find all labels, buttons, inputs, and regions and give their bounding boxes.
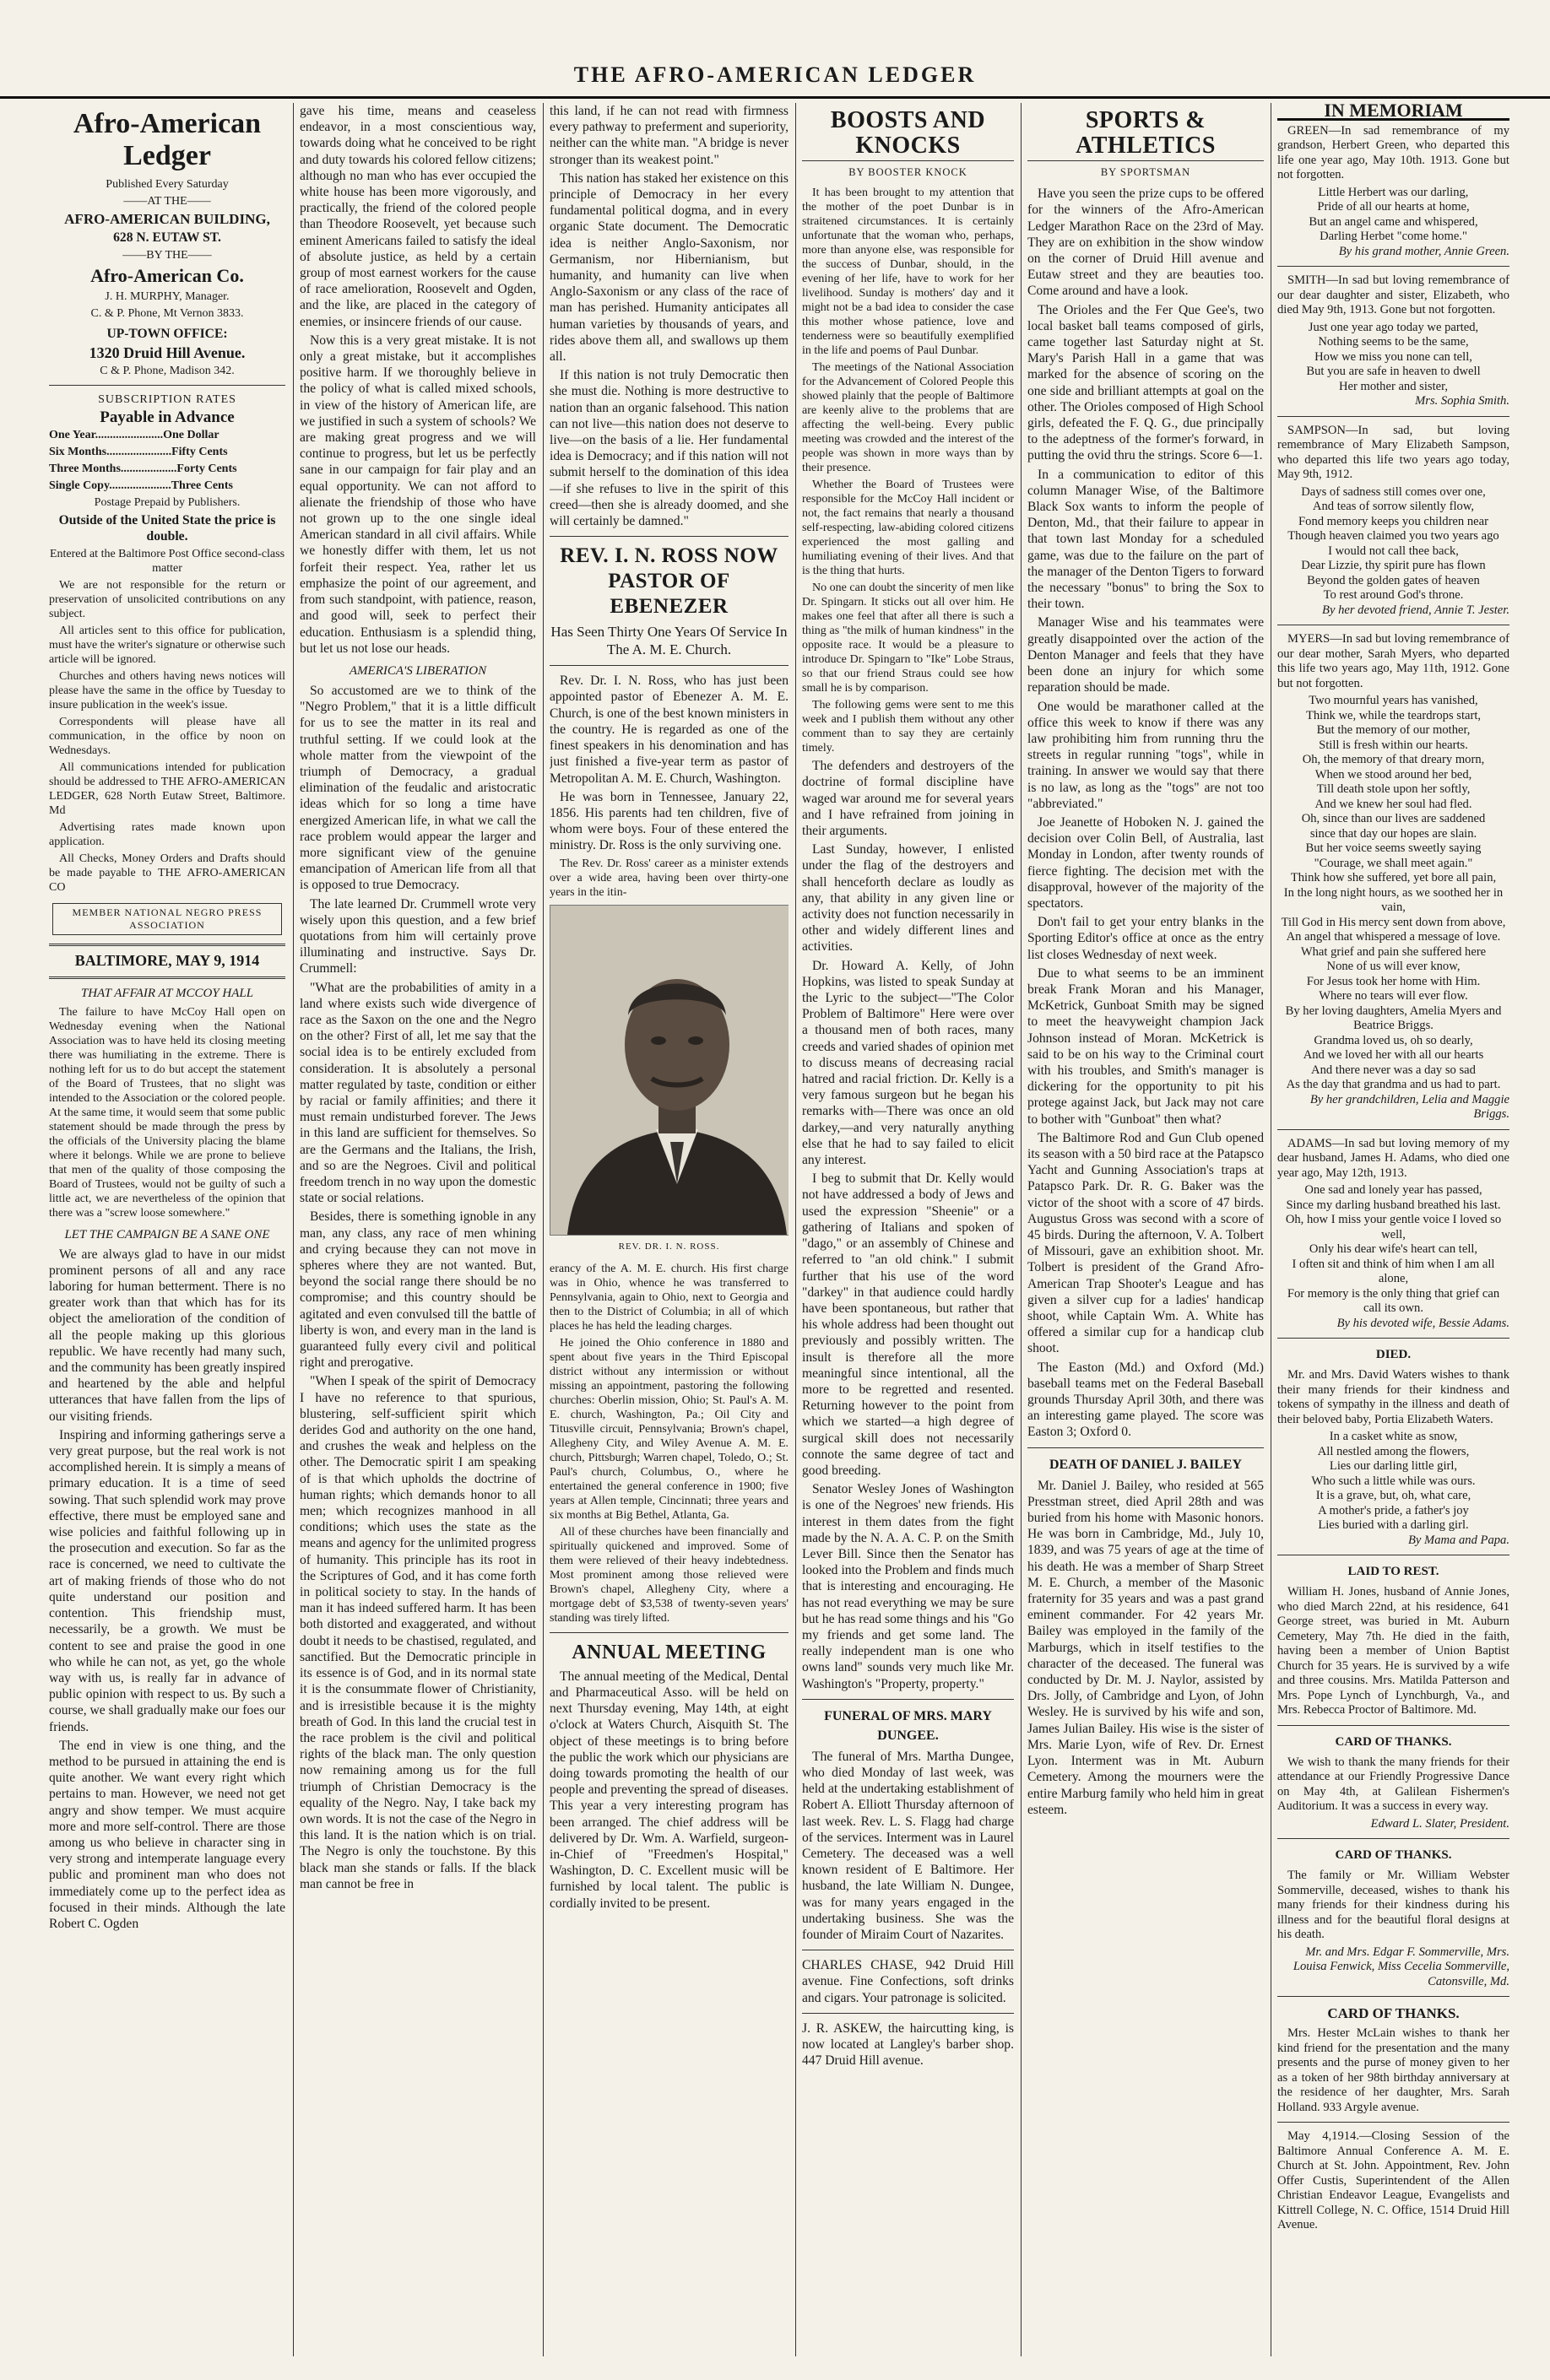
- memorial-intro: MYERS—In sad but loving remembrance of our dear mother, Sarah Myers, who departed this life two years ago, May 11th, 1912. Gone but not forgotten.: [1277, 632, 1509, 690]
- article-heading: AMERICA'S LIBERATION: [349, 663, 487, 678]
- poem-line: Still is fresh within our hearts.: [1319, 738, 1468, 752]
- article-paragraph: All of these churches have been financially and spiritually quickened and improved. Some of them were relieved of their heavy indebtedness. Most prominent among those relieved were Brown's chapel, Allegheny City, where a mortgage debt of $3,538 of twenty-seven years' standing was tirely lifted.: [550, 1525, 789, 1625]
- poem-line: Who such a little while was ours.: [1311, 1474, 1476, 1488]
- sports-heading: SPORTS & ATHLETICS: [1027, 108, 1264, 161]
- rate-row: Six Months......................Fifty Cents: [49, 446, 228, 459]
- notice: All articles sent to this office for publication, must have the writer's signature or otherwise such article will be ignored.: [49, 625, 285, 667]
- column-paragraph: The following gems were sent to me this week and I publish them without any other comment than to say they are certainly timely.: [802, 699, 1014, 755]
- article-paragraph: this land, if he can not read with firmness every pathway to preferment and superiority, neither can the white man. "A bridge is never stronger than its weakest point.": [550, 104, 789, 167]
- ross-subhead: Has Seen Thirty One Years Of Service In The A. M. E. Church.: [550, 624, 788, 658]
- memorial-intro: SMITH—In sad but loving remembrance of our dear daughter and sister, Elizabeth, who died May 9th, 1913. Gone but not forgotten.: [1277, 273, 1509, 316]
- poem-line: Grandma loved us, oh so dearly,: [1314, 1033, 1473, 1047]
- column-rule: [795, 103, 796, 2356]
- poem-line: One sad and lonely year has passed,: [1304, 1183, 1482, 1197]
- poem-line: Think we, while the teardrops start,: [1305, 708, 1482, 722]
- ross-headline: REV. I. N. ROSS NOW PASTOR OF EBENEZER: [560, 544, 778, 619]
- poem-line: Oh, how I miss your gentle voice I loved so well,: [1285, 1213, 1502, 1241]
- divider: [550, 1632, 789, 1633]
- poem-line: "Courage, we shall meet again.": [1314, 856, 1473, 870]
- poem-line: Nothing seems to be the same,: [1318, 335, 1469, 349]
- rate-row: Three Months...................Forty Cents: [49, 462, 237, 476]
- manager-line: J. H. MURPHY, Manager.: [105, 290, 230, 304]
- poem-line: To rest around God's throne.: [1323, 588, 1464, 602]
- column-paragraph: I beg to submit that Dr. Kelly would not have addressed a body of Jews and used the expression "Sheenie" or a gathering of Italians and spoken of "dago," or an assembly of Chinese and referred to "an old chink." I submit further that his use of the word "darkey" in that audience could hardly have been spontaneous, but rather that his whole address had been thought out previously and possibly written. The insult is therefore all the more meaningful since intentional, all the more to be regretted and resented. Returning however to the point from which we started—a high degree of surgical skill does not necessarily connote the same degree of tact and good breeding.: [802, 1171, 1014, 1478]
- notice: All communications intended for publication should be addressed to THE AFRO-AMERICAN LEDGER, 628 North Eutaw Street, Baltimore. Md: [49, 761, 285, 818]
- boosts-knocks-heading: BOOSTS AND KNOCKS: [802, 108, 1014, 161]
- column-1: [49, 103, 285, 2356]
- memorial-signature: Mrs. Sophia Smith.: [1415, 394, 1509, 408]
- poem-line: since that day our hopes are slain.: [1309, 826, 1477, 841]
- card-of-thanks-body: We wish to thank the many friends for their attendance at our Friendly Progressive Dance on May 4th, at Galilean Fishermen's Auditorium. It was a success in every way.: [1277, 1755, 1509, 1813]
- subscription-heading: SUBSCRIPTION RATES: [98, 392, 236, 406]
- funeral-body: The funeral of Mrs. Martha Dungee, who died Monday of last week, was held at the undertaking establishment of Robert A. Elliott Thursday afternoon of last week. Rev. L. S. Flagg had charge of the services. Interment was in Laurel Cemetery. The deceased was a well known resident of E Baltimore. Her husband, the late William N. Dungee, was for many years engaged in the undertaking business. She was the founder of Miraim Court of Nazarites.: [802, 1749, 1014, 1943]
- funeral-heading: FUNERAL OF MRS. MARY DUNGEE.: [824, 1708, 992, 1743]
- conference-notice: May 4,1914.—Closing Session of the Baltimore Annual Conference A. M. E. Church at St. John. Appointment, Rev. John Offer Custis, Superintendent of the Allen Christian Endeavor League, Evangelists and Kittrell College, N. C. Office, 1514 Druid Hill Avenue.: [1277, 2129, 1509, 2231]
- column-5: [1027, 103, 1264, 2356]
- laid-to-rest-heading: LAID TO REST.: [1347, 1565, 1439, 1578]
- poem-line: Days of sadness still comes over one,: [1301, 484, 1486, 499]
- article-paragraph: The late learned Dr. Crummell wrote very wisely upon this question, and a few brief quotations from him will certainly prove illuminating and instructive. Says Dr. Crummell:: [300, 896, 536, 976]
- poem-line: None of us will ever know,: [1326, 960, 1461, 973]
- death-notice-body: Mr. Daniel J. Bailey, who resided at 565 Presstman street, died April 28th and was buried from his home with Masonic honors. He was born in Cambridge, Md., July 10, 1839, and was 75 years of age at the time of his death. He was a member of Sharp Street M. E. Church, a member of the Masonic fraternity for 35 years and was a past grand eminent commander. For 42 years Mr. Bailey was employed in the family of the Marburgs, which in itself testifies to the character of the deceased. The funeral was conducted by Dr. M. J. Naylor, assisted by Drs. Jolly, of Cambridge and Lyon, of John Wesley. He is survived by his wife and son, James Julian Bailey. His wise is the sister of Mrs. Marie Lyon, wife of Rev. Dr. Ernest Lyon. Interment was in Mt. Auburn Cemetery. Among the mourners were the entire Marburg family who held him in great esteem.: [1027, 1478, 1264, 1817]
- nameplate: Afro-American Ledger: [73, 108, 262, 171]
- editorial-heading-1: THAT AFFAIR AT MCCOY HALL: [80, 986, 254, 1000]
- memorial-poem: [1277, 694, 1509, 1093]
- memorial-poem: [1277, 186, 1509, 245]
- article-paragraph: Rev. Dr. I. N. Ross, who has just been appointed pastor of Ebenezer A. M. E. Church, is one of the best known ministers in the country. He is regarded as one of the finest speakers in his denomination and has just finished a five-year term as pastor of Metropolitan A. M. E. Church, Washington.: [550, 673, 789, 786]
- column-paragraph: The Orioles and the Fer Que Gee's, two local basket ball teams composed of girls, came together last Saturday night at St. Mary's Parish Hall in a game that was marked for the absence of scoring on the one side and brilliant attempts at goal on the other. The Orioles composed of High School girls, defeated the F. Q. G., due principally to the adeptness of the former's forward, in putting the ovid thru the strings. Score 6—1.: [1027, 302, 1264, 463]
- divider: [550, 665, 789, 666]
- divider: [49, 976, 285, 979]
- outside-line: Outside of the United State the price is double.: [58, 513, 276, 544]
- poem-line: It is a grave, but, oh, what care,: [1315, 1489, 1471, 1502]
- memorial-signature: By her grandchildren, Lelia and Maggie Briggs.: [1309, 1092, 1509, 1121]
- memorial-intro: GREEN—In sad remembrance of my grandson, Herbert Green, who departed this life one year ago, May 10th. 1913. Gone but not forgotten.: [1277, 123, 1509, 181]
- column-paragraph: Senator Wesley Jones of Washington is one of the Negroes' new friends. His interest in them dates from the fight made by the N. A. A. C. P. on the Smith Lever Bill. Since then the Senator has looked into the Problem and finds much that is interesting and encouraging. He has not read everything we may be sure but he has read some things and his "Go my friends and get some land. The really independent man is one who owns land" sounds very much like Mr. Washington's "Property, property.": [802, 1482, 1014, 1691]
- divider: [49, 944, 285, 946]
- article-paragraph: The Rev. Dr. Ross' career as a minister extends over a wide area, having been over thirty-one years in the itin-: [550, 857, 789, 899]
- poem-line: When we stood around her bed,: [1314, 767, 1472, 782]
- entered-line: Entered at the Baltimore Post Office second-class matter: [49, 548, 285, 576]
- at-the-line: ——AT THE——: [123, 195, 211, 208]
- poem-line: In the long night hours, as we soothed her in vain,: [1283, 885, 1504, 914]
- card-of-thanks-signature: Mr. and Mrs. Edgar F. Sommerville, Mrs. Louisa Fenwick, Miss Cecelia Sommerville, Catonsville, Md.: [1293, 1945, 1509, 1988]
- dateline: BALTIMORE, MAY 9, 1914: [74, 952, 260, 970]
- article-paragraph: The annual meeting of the Medical, Dental and Pharmaceutical Asso. will be held on next Thursday evening, May 14th, at eight o'clock at Waters Church, Aisquith St. The object of these meetings is to bring before the public the work which our physicians are doing towards promoting the health of our people and preventing the spread of diseases. This year a very interesting program has been arranged. The chief address will be delivered by Dr. Wm. A. Warfield, surgeon-in-Chief of "Freedmen's Hospital," Washington, D. C. Excellent music will be furnished by local talent. The public is cordially invited to be present.: [550, 1669, 789, 1911]
- street-line: 628 N. EUTAW ST.: [113, 230, 221, 246]
- column-rule: [293, 103, 294, 2356]
- article-paragraph: If this nation is not truly Democratic then she must die. Nothing is more destructive to nation than an organic falsehood. This nation can not live—this nation does not deserve to live—on the basis of a lie. Her fundamental idea is Democracy; and if this nation will not submit herself to the domination of this idea—if she refuses to live in the spirit of this creed—then she is already doomed, and she will certainly be damned.": [550, 368, 789, 529]
- column-paragraph: Don't fail to get your entry blanks in the Sporting Editor's office at once as the entry list closes Wednesday of next week.: [1027, 915, 1264, 962]
- in-memoriam-heading: IN MEMORIAM: [1277, 103, 1509, 121]
- masthead-title: THE AFRO-AMERICAN LEDGER: [573, 62, 977, 87]
- died-heading: DIED.: [1375, 1348, 1412, 1361]
- column-paragraph: It has been brought to my attention that the mother of the poet Dunbar is in straitened circumstances. It is certainly unfortunate that the woman who, perhaps, more than anyone else, was responsible for the success of Dunbar, should, in the evening of her life, have to work for her livelihood. Sunday is mothers' day and it might not be a bad idea to consider the case this mother whose patience, love and tenderness were so beautifully exemplified in the life and poems of Paul Dunbar.: [802, 187, 1014, 358]
- column-rule: [543, 103, 544, 2356]
- poem-line: I would not call thee back,: [1328, 544, 1459, 558]
- poem-line: Darling Herbet "come home.": [1320, 230, 1467, 243]
- column-paragraph: Dr. Howard A. Kelly, of John Hopkins, was listed to speak Sunday at the Lyric to the subject—"The Color Problem of Baltimore" Here were over a thousand men of both races, many creeds and varied shades of opinion met to discuss means of decreasing racial hatred and racial friction. Dr. Kelly is a very famous surgeon but he began his remarks with—There was once an old darkey,—and very naturally anything else that he had to say failed to elicit any interest.: [802, 958, 1014, 1168]
- poem-line: Lies our darling little girl,: [1329, 1459, 1458, 1473]
- memorial-signature: By his grand mother, Annie Green.: [1338, 244, 1509, 258]
- article-paragraph: Now this is a very great mistake. It is not only a great mistake, but it accomplishes positive harm. If we thoroughly believe in the policy of what is called mixed schools, in view of the history of American life, are we justified in such a system of schools? We are making great progress and we will continue to progress, but let us be perfectly sane in our campaign for fair play and an equal opportunity. We can not afford to alienate the friendship of those who have not grown up to the one single ideal American standard in all civil affairs. While we honestly differ with them, let us not forfeit their respect. Yea, rather let us emphasize the point of our agreement, and from such standpoint, with patience, reason, and good will, seek to perfect their education. Enthusiasm is a splendid thing, but let us not lose our heads.: [300, 333, 536, 656]
- memorial-signature: By Mama and Papa.: [1408, 1533, 1509, 1547]
- poem-line: But you are safe in heaven to dwell: [1306, 365, 1481, 378]
- annual-meeting-heading: ANNUAL MEETING: [572, 1641, 767, 1663]
- column-2: [300, 103, 536, 2356]
- article-paragraph: So accustomed are we to think of the "Negro Problem," that it is a little difficult for us to see the matter in its real and truthful setting. If we could look at the whole matter from the viewpoint of the triumph of Democracy, a gradual elimination of the feudalic and aristocratic ideas which for so long a time have energized American life, in what we call the race problem would appear the larger and more significant view of the genuine emancipation of American life from all that is opposed to true Democracy.: [300, 683, 536, 893]
- memorial-poem: [1277, 321, 1509, 395]
- memorial-poem: [1277, 485, 1509, 603]
- poem-line: For memory is the only thing that grief can call its own.: [1287, 1286, 1500, 1315]
- column-paragraph: Whether the Board of Trustees were responsible for the McCoy Hall incident or not, the fact remains that nearly a thousand self-respecting, law-abiding colored citizens experienced the most galling and humiliating evening of their lives. And that is the thing that hurts.: [802, 479, 1014, 578]
- editorial-body-1: The failure to have McCoy Hall open on Wednesday evening when the National Association was to have held its closing meeting there was humiliating in the extreme. There is nothing left for us to do but accept the statement of the Board of Trustees, that no slight was intended to the Association or the colored people. At the same time, it would seem that some public statement should be made through the press by the officials of the University placing the blame where it belongs. While we are prone to believe that men of the quality of those composing the Board of Trustees, would not be guilty of such a little act, we are nevertheless of the opinion that there was a "screw loose somewhere.": [49, 1005, 285, 1220]
- column-paragraph: No one can doubt the sincerity of men like Dr. Spingarn. It sticks out all over him. He makes one feel that after all there is such a thing as "the milk of human kindness" in the opposite race. It would be a pleasure to introduce Dr. Spingarn to "Ike" Lobe Straus, so that our friend Straus could see how small he is by comparison.: [802, 581, 1014, 695]
- poem-line: How we miss you none can tell,: [1314, 349, 1472, 364]
- column-paragraph: One would be marathoner called at the office this week to know if there was any law prohibiting him from running thru the streets in regular running "togs", while in training. In answer we would say that there is no law, as long as the "togs" are not too "abbreviated.": [1027, 699, 1264, 811]
- poem-line: Fond memory keeps you children near: [1298, 514, 1488, 528]
- phone-line-2: C & P. Phone, Madison 342.: [100, 364, 235, 377]
- card-of-thanks-heading: CARD OF THANKS.: [1327, 2005, 1460, 2021]
- memorial-signature: By her devoted friend, Annie T. Jester.: [1322, 603, 1509, 617]
- poem-line: But her voice seems sweetly saying: [1305, 841, 1482, 855]
- notice: We are not responsible for the return or preservation of unsolicited contributions on any subject.: [49, 579, 285, 621]
- company-line: Afro-American Co.: [90, 265, 244, 287]
- notice: All Checks, Money Orders and Drafts should be made payable to THE AFRO-AMERICAN CO: [49, 852, 285, 895]
- laid-to-rest-body: William H. Jones, husband of Annie Jones, who died March 22nd, at his residence, 641 George street, was buried in Mt. Auburn Cemetery, May 7th. He died in the faith, having been a member of Union Baptist Church for 35 years. He is survived by a wife and three cousins. Mrs. Matilda Patterson and Mrs. Pope Lynch of Lynchburgh, Va., and Mrs. Rebecca Proctor of Baltimore. Md.: [1277, 1585, 1509, 1717]
- poem-line: As the day that grandma and us had to part.: [1286, 1078, 1501, 1091]
- memorial-poem: [1277, 1183, 1509, 1317]
- poem-line: And we knew her soul had fled.: [1314, 797, 1472, 811]
- column-paragraph: Last Sunday, however, I enlisted under the flag of the destroyers and shall henceforth declare as loudly as any, that ability in any given line or activity does not function necessarily in other and widely different lines and activities.: [802, 842, 1014, 955]
- rate-row: Single Copy.....................Three Cents: [49, 479, 233, 493]
- divider: [49, 385, 285, 386]
- notice: Churches and others having news notices will please have the same in the office by Tuesday to insure publication in the week's issue.: [49, 670, 285, 712]
- memorial-intro: ADAMS—In sad but loving memory of my dear husband, James H. Adams, who died one year ago, May 12th, 1913.: [1277, 1136, 1509, 1180]
- rate-row: One Year.......................One Dollar: [49, 429, 219, 442]
- poem-line: Till God in His mercy sent down from above,: [1281, 915, 1506, 929]
- article-paragraph: "What are the probabilities of amity in a land where exists such wide divergence of race as the Saxon on the one and the Negro on the other? First of all, let me say that the social idea is to be entirely excluded from consideration. It is absolutely a personal matter regulated by taste, condition or either by racial or family affinities; and there it must remain undisturbed forever. The Jews in this land are sufficient for themselves. So are the Germans and the Italians, the Irish, and so are the Negroes. Civil and political freedom trench in no way upon the domestic state or social relations.: [300, 980, 536, 1206]
- building-line: AFRO-AMERICAN BUILDING,: [64, 211, 270, 227]
- column-6: [1277, 103, 1509, 2356]
- poem-line: For Jesus took her home with Him.: [1306, 974, 1481, 988]
- advertisement: CHARLES CHASE, 942 Druid Hill avenue. Fine Confections, soft drinks and cigars. Your patronage is solicited.: [802, 1958, 1014, 2005]
- byline: BY SPORTSMAN: [1100, 166, 1191, 178]
- portrait-image: [550, 906, 789, 1235]
- divider: [1277, 266, 1509, 267]
- poem-line: Pride of all our hearts at home,: [1317, 200, 1470, 214]
- divider: [802, 1699, 1014, 1700]
- card-of-thanks-heading: CARD OF THANKS.: [1335, 1734, 1452, 1749]
- poem-line: And we loved her with all our hearts: [1303, 1048, 1484, 1062]
- editorial-paragraph: Inspiring and informing gatherings serve a very great purpose, but the real work is not accomplished herein. It is simply a means of primary education. It is a time of seed sowing. That such splendid work may prove effective, there must be employed sane and wise policies and faithful following up in the prosecution and execution. So far as the race is concerned, we need to cultivate the art of making friends of those who do not quite understand our position and contention. This friendship must, necessarily, be a growth. We must be content to see and praise the good in one who while he can not, as yet, go the whole way with us, is really far in advance of public opinion with respect to us. By such a course, we shall gradually make our foes our friends.: [49, 1427, 285, 1734]
- column-paragraph: The Easton (Md.) and Oxford (Md.) baseball teams met on the Federal Baseball grounds Thursday April 30th, and there was an interesting game played. The score was Easton 3; Oxford 0.: [1027, 1360, 1264, 1440]
- poem-line: But an angel came and whispered,: [1309, 214, 1478, 229]
- column-paragraph: Manager Wise and his teammates were greatly disappointed over the action of the Denton Manager and feels that they have been done an injury for which some reparation should be made.: [1027, 615, 1264, 695]
- postage-line: Postage Prepaid by Publishers.: [94, 496, 241, 510]
- byline: BY BOOSTER KNOCK: [848, 166, 967, 178]
- poem-line: An angel that whispered a message of love.: [1286, 930, 1501, 944]
- divider: [1027, 1447, 1264, 1448]
- uptown-address: 1320 Druid Hill Avenue.: [89, 343, 246, 361]
- divider: [1277, 416, 1509, 417]
- poem-line: What grief and pain she suffered here: [1300, 944, 1487, 959]
- poem-line: Oh, since than our lives are saddened: [1301, 812, 1486, 825]
- poem-line: I often sit and think of him when I am all alone,: [1292, 1257, 1495, 1285]
- column-4: [802, 103, 1014, 2356]
- divider: [550, 536, 789, 537]
- poem-line: And there never was a day so sad: [1311, 1063, 1476, 1077]
- poem-line: Though heaven claimed you two years ago: [1287, 529, 1499, 543]
- divider: [1277, 2122, 1509, 2123]
- card-of-thanks-heading: CARD OF THANKS.: [1335, 1848, 1452, 1862]
- poem-line: Oh, the memory of that dreary morn,: [1302, 753, 1485, 766]
- by-the-line: ——BY THE——: [122, 249, 212, 262]
- memorial-poem: [1277, 1430, 1509, 1533]
- memorial-intro: SAMPSON—In sad, but loving remembrance of Mary Elizabeth Sampson, who departed this life two years ago today, May 9th, 1912.: [1277, 423, 1509, 481]
- portrait-caption: REV. DR. I. N. ROSS.: [618, 1241, 720, 1252]
- poem-line: Little Herbert was our darling,: [1318, 185, 1469, 199]
- poem-line: Just one year ago today we parted,: [1308, 320, 1479, 334]
- poem-line: Beyond the golden gates of heaven: [1307, 573, 1480, 587]
- column-paragraph: The defenders and destroyers of the doctrine of formal discipline have waged war around me for several years and I have refrained from joining in their arguments.: [802, 759, 1014, 839]
- death-notice-heading: DEATH OF DANIEL J. BAILEY: [1049, 1457, 1243, 1472]
- poem-line: And teas of sorrow silently flow,: [1312, 500, 1475, 513]
- column-paragraph: Have you seen the prize cups to be offered for the winners of the Afro-American Ledger Marathon Race on the 23rd of May. They are on exhibition in the show window on the corner of Druid Hill avenue and Eutaw street and they are beauties too. Come around and have a look.: [1027, 187, 1264, 299]
- poem-line: Two mournful years has vanished,: [1309, 694, 1478, 707]
- poem-line: Since my darling husband breathed his last.: [1286, 1198, 1501, 1212]
- column-paragraph: Joe Jeanette of Hoboken N. J. gained the decision over Colin Bell, of Australia, last Monday in London, after twenty rounds of fierce fighting. The decision met with the disapproval, however of the majority of the spectators.: [1027, 814, 1264, 911]
- card-of-thanks-body: Mrs. Hester McLain wishes to thank her kind friend for the presentation and the many presents and the purse of money given to her as a token of her 98th birthday anniversary at the residence of her daughter, Mrs. Sarah Holland. 933 Argyle avenue.: [1277, 2026, 1509, 2114]
- poem-line: Till death stole upon her softly,: [1316, 782, 1471, 796]
- poem-line: Only his dear wife's heart can tell,: [1309, 1242, 1478, 1256]
- editorial-paragraph: The end in view is one thing, and the method to be pursued in attaining the end is quite another. We want every right which pertains to man. However, we need not get angry and show temper. We must acquire more and more self-control. There are those among us who believe in character sing in very strong and intemperate language every public and prominent man who does not immediately come up to the perfect idea as focused in their minds. Although the late Robert C. Ogden: [49, 1738, 285, 1931]
- poem-line: All nestled among the flowers,: [1317, 1444, 1470, 1458]
- poem-line: A mother's pride, a father's joy: [1318, 1503, 1469, 1517]
- editorial-heading-2: LET THE CAMPAIGN BE A SANE ONE: [64, 1227, 270, 1241]
- divider: [1277, 1338, 1509, 1339]
- member-box: MEMBER NATIONAL NEGRO PRESS ASSOCIATION: [52, 903, 282, 935]
- article-paragraph: He joined the Ohio conference in 1880 and spent about five years in the Third Episcopal district without any intermission or without missing an appointment, pastoring the following churches: Oberlin mission, Ohio; St. Paul's A. M. E. church, Washington, Pa.; Oil City and Titusville circuit, Pennsylvania; Brown's chapel, Allegheny City, and Wiley Avenue A. M. E. church, Pittsburgh; Warren chapel, Toledo, O.; St. Paul's church, Columbus, O., where he entertained the general conference in 1900; five years at Allen temple, Cincinnati; three years and six months at Big Bethel, Atlanta, Ga.: [550, 1336, 789, 1522]
- published-line: Published Every Saturday: [106, 178, 229, 191]
- column-paragraph: In a communication to editor of this column Manager Wise, of the Baltimore Black Sox wants to inform the people of Denton, Md., that their failure to appear in that town last Monday for a scheduled game, was due to the failure on the part of the manager of the Denton Tigers to forward the necessary "bonus" to bring the Sox to their town.: [1027, 467, 1264, 612]
- poem-line: Think how she suffered, yet bore all pain,: [1290, 871, 1497, 884]
- column-paragraph: Due to what seems to be an imminent break Frank Moran and his Manager, McKetrick, Gunboat Smith may be signed to meet the heavyweight champion Jack Johnson instead of Moran. McKetrick is said to be on his way to the Criminal court with his troubles, and Smith's manager is dickering for the opportunity to pit his protege against Jack, but Jack may not care to bother with "Gunboat" then what?: [1027, 966, 1264, 1127]
- portrait-photo: [550, 905, 789, 1236]
- poem-line: Her mother and sister,: [1338, 379, 1449, 393]
- payable-heading: Payable in Advance: [100, 408, 235, 426]
- card-of-thanks-body: The family or Mr. William Webster Sommerville, deceased, wishes to thank his many friends for their kindness during his illness and for the beautiful floral designs at his death.: [1277, 1869, 1509, 1941]
- divider: [802, 2013, 1014, 2014]
- column-paragraph: The Baltimore Rod and Gun Club opened its season with a 50 bird race at the Patapsco Yacht and Gunning Association's traps at Patapsco Park. Dr. R. G. Baker was the victor of the shoot with a score of 47 birds. Augustus Gross was second with a score of 45 birds. During the afternoon, V. A. Tolbert of Missouri, gave an exhibition shoot. Mr. Tolbert is president of the Grand Afro-American Trap Shooter's League and has given a silver cup for a ladies' handicap shoot, while Captain Wm. A. White has offered a similar cup for a handicap club shoot.: [1027, 1130, 1264, 1356]
- memorial-signature: By his devoted wife, Bessie Adams.: [1336, 1316, 1509, 1330]
- column-paragraph: The meetings of the National Association for the Advancement of Colored People this showed plainly that the people of Baltimore are keenly alive to the problems that are affecting the well-being. Every public meeting was crowded and the interest of the people was shown in more ways than by their presence.: [802, 361, 1014, 475]
- article-paragraph: Besides, there is something ignoble in any man, any class, any race of men whining and crying because they can not move in spheres where they are not wanted. But, beyond the social range there should be no compromise; and this country should be agitated and even convulsed till the battle of liberty is won, and every man in the land is guaranteed fully every civil and political right and prerogative.: [300, 1209, 536, 1371]
- article-paragraph: erancy of the A. M. E. church. His first charge was in Ohio, whence he was transferred to Pennsylvania, again to Ohio, next to Georgia and then to the District of Columbia; in all of which places he has held the leading charges.: [550, 1262, 789, 1333]
- uptown-office-label: UP-TOWN OFFICE:: [106, 327, 228, 342]
- article-paragraph: gave his time, means and ceaseless endeavor, in a most conscientious way, towards doing what he conceived to be right and duty towards his colored fellow citizens; although no man who has ever occupied the white house has been more vigorously, and practically, the friend of the colored people than Theodore Roosevelt, yet because such eminent Americans failed to satisfy the ideal of absolute justice, as held by a certain group of most earnest workers for the cause of race amelioration, Roosevelt and Ogden, and the like, are placed in the category of enemies, or insincere friends of our cause.: [300, 104, 536, 329]
- notice: Advertising rates made known upon application.: [49, 821, 285, 849]
- divider: [1277, 1838, 1509, 1839]
- phone-line-1: C. & P. Phone, Mt Vernon 3833.: [90, 307, 244, 321]
- died-body: Mr. and Mrs. David Waters wishes to thank their many friends for their kindness and tokens of sympathy in the illness and death of their beloved baby, Portia Elizabeth Waters.: [1277, 1368, 1509, 1426]
- divider: [1277, 1996, 1509, 1997]
- poem-line: Dear Lizzie, thy spirit pure has flown: [1301, 559, 1486, 572]
- article-paragraph: This nation has staked her existence on this principle of Democracy in her every fundamental political dogma, and in every organic State document. The Democratic idea is neither Anglo-Saxonism, nor Germanism, nor Hibernianism, but humanity, and humanity can live when Anglo-Saxonism or any class of the race of man has perished. Humanity anticipates all human varieties by thousands of years, and rides above them all, and swallows up them all.: [550, 170, 789, 365]
- poem-line: In a casket white as snow,: [1329, 1430, 1458, 1443]
- masthead: [0, 62, 1550, 99]
- article-paragraph: "When I speak of the spirit of Democracy I have no reference to that spurious, blustering, self-sufficient spirit which derides God and authority on the one hand, and crushes the weak and helpless on the other. The Democratic spirit I am speaking of is that which upholds the doctrine of human rights; which demands honor to all men; which recognizes manhood in all conditions; which uses the state as the means and agency for the unlimited progress of humanity. This principle has its root in the Scriptures of God, and it has come forth in political society to stay. In the hands of man it has indeed suffered harm. It has been both distorted and exaggerated, and without doubt it needs to be chastised, regulated, and sanctified. But the Democratic principle in its essence is of God, and in its normal state it is the consummate flower of Christianity, and is irresistible because it is the mighty breath of God. In this land the crucial test in the race problem is the civil and political rights of the black man. The only question now remaining among us for the full triumph of Christian Democracy is the equality of the Negro. Nay, I take back my own words. It is not the case of the Negro in this land. It is the nation which is on trial. The Negro is only the touchstone. By this black man she stands or falls. If the black man cannot be free in: [300, 1374, 536, 1891]
- column-rule: [1021, 103, 1022, 2356]
- card-of-thanks-signature: Edward L. Slater, President.: [1370, 1816, 1509, 1831]
- poem-line: By her loving daughters, Amelia Myers and Beatrice Briggs.: [1285, 1003, 1502, 1032]
- poem-line: Lies buried with a darling girl.: [1318, 1518, 1469, 1532]
- editorial-paragraph: We are always glad to have in our midst prominent persons of all and any race laboring for human betterment. There is no greater work than that which has for its object the amelioration of the condition of all the people making up this glorious republic. We have recently had many such, and the community has been greatly inspired and heartened by the able and helpful utterances that have fallen from the lips of our visiting friends.: [49, 1247, 285, 1424]
- notice: Correspondents will please have all communication, in the office by noon on Wednesdays.: [49, 716, 285, 758]
- rates-list: [49, 428, 285, 493]
- divider: [1277, 1129, 1509, 1130]
- advertisement: J. R. ASKEW, the haircutting king, is now located at Langley's barber shop. 447 Druid Hill avenue.: [802, 2020, 1014, 2069]
- article-paragraph: He was born in Tennessee, January 22, 1856. His parents had ten children, five of whom were boys. Four of these entered the ministry. Dr. Ross is the only surviving one.: [550, 789, 789, 853]
- poem-line: But the memory of our mother,: [1316, 723, 1471, 737]
- divider: [1277, 1725, 1509, 1726]
- poem-line: Where no tears will ever flow.: [1319, 989, 1468, 1003]
- column-3: [550, 103, 789, 2356]
